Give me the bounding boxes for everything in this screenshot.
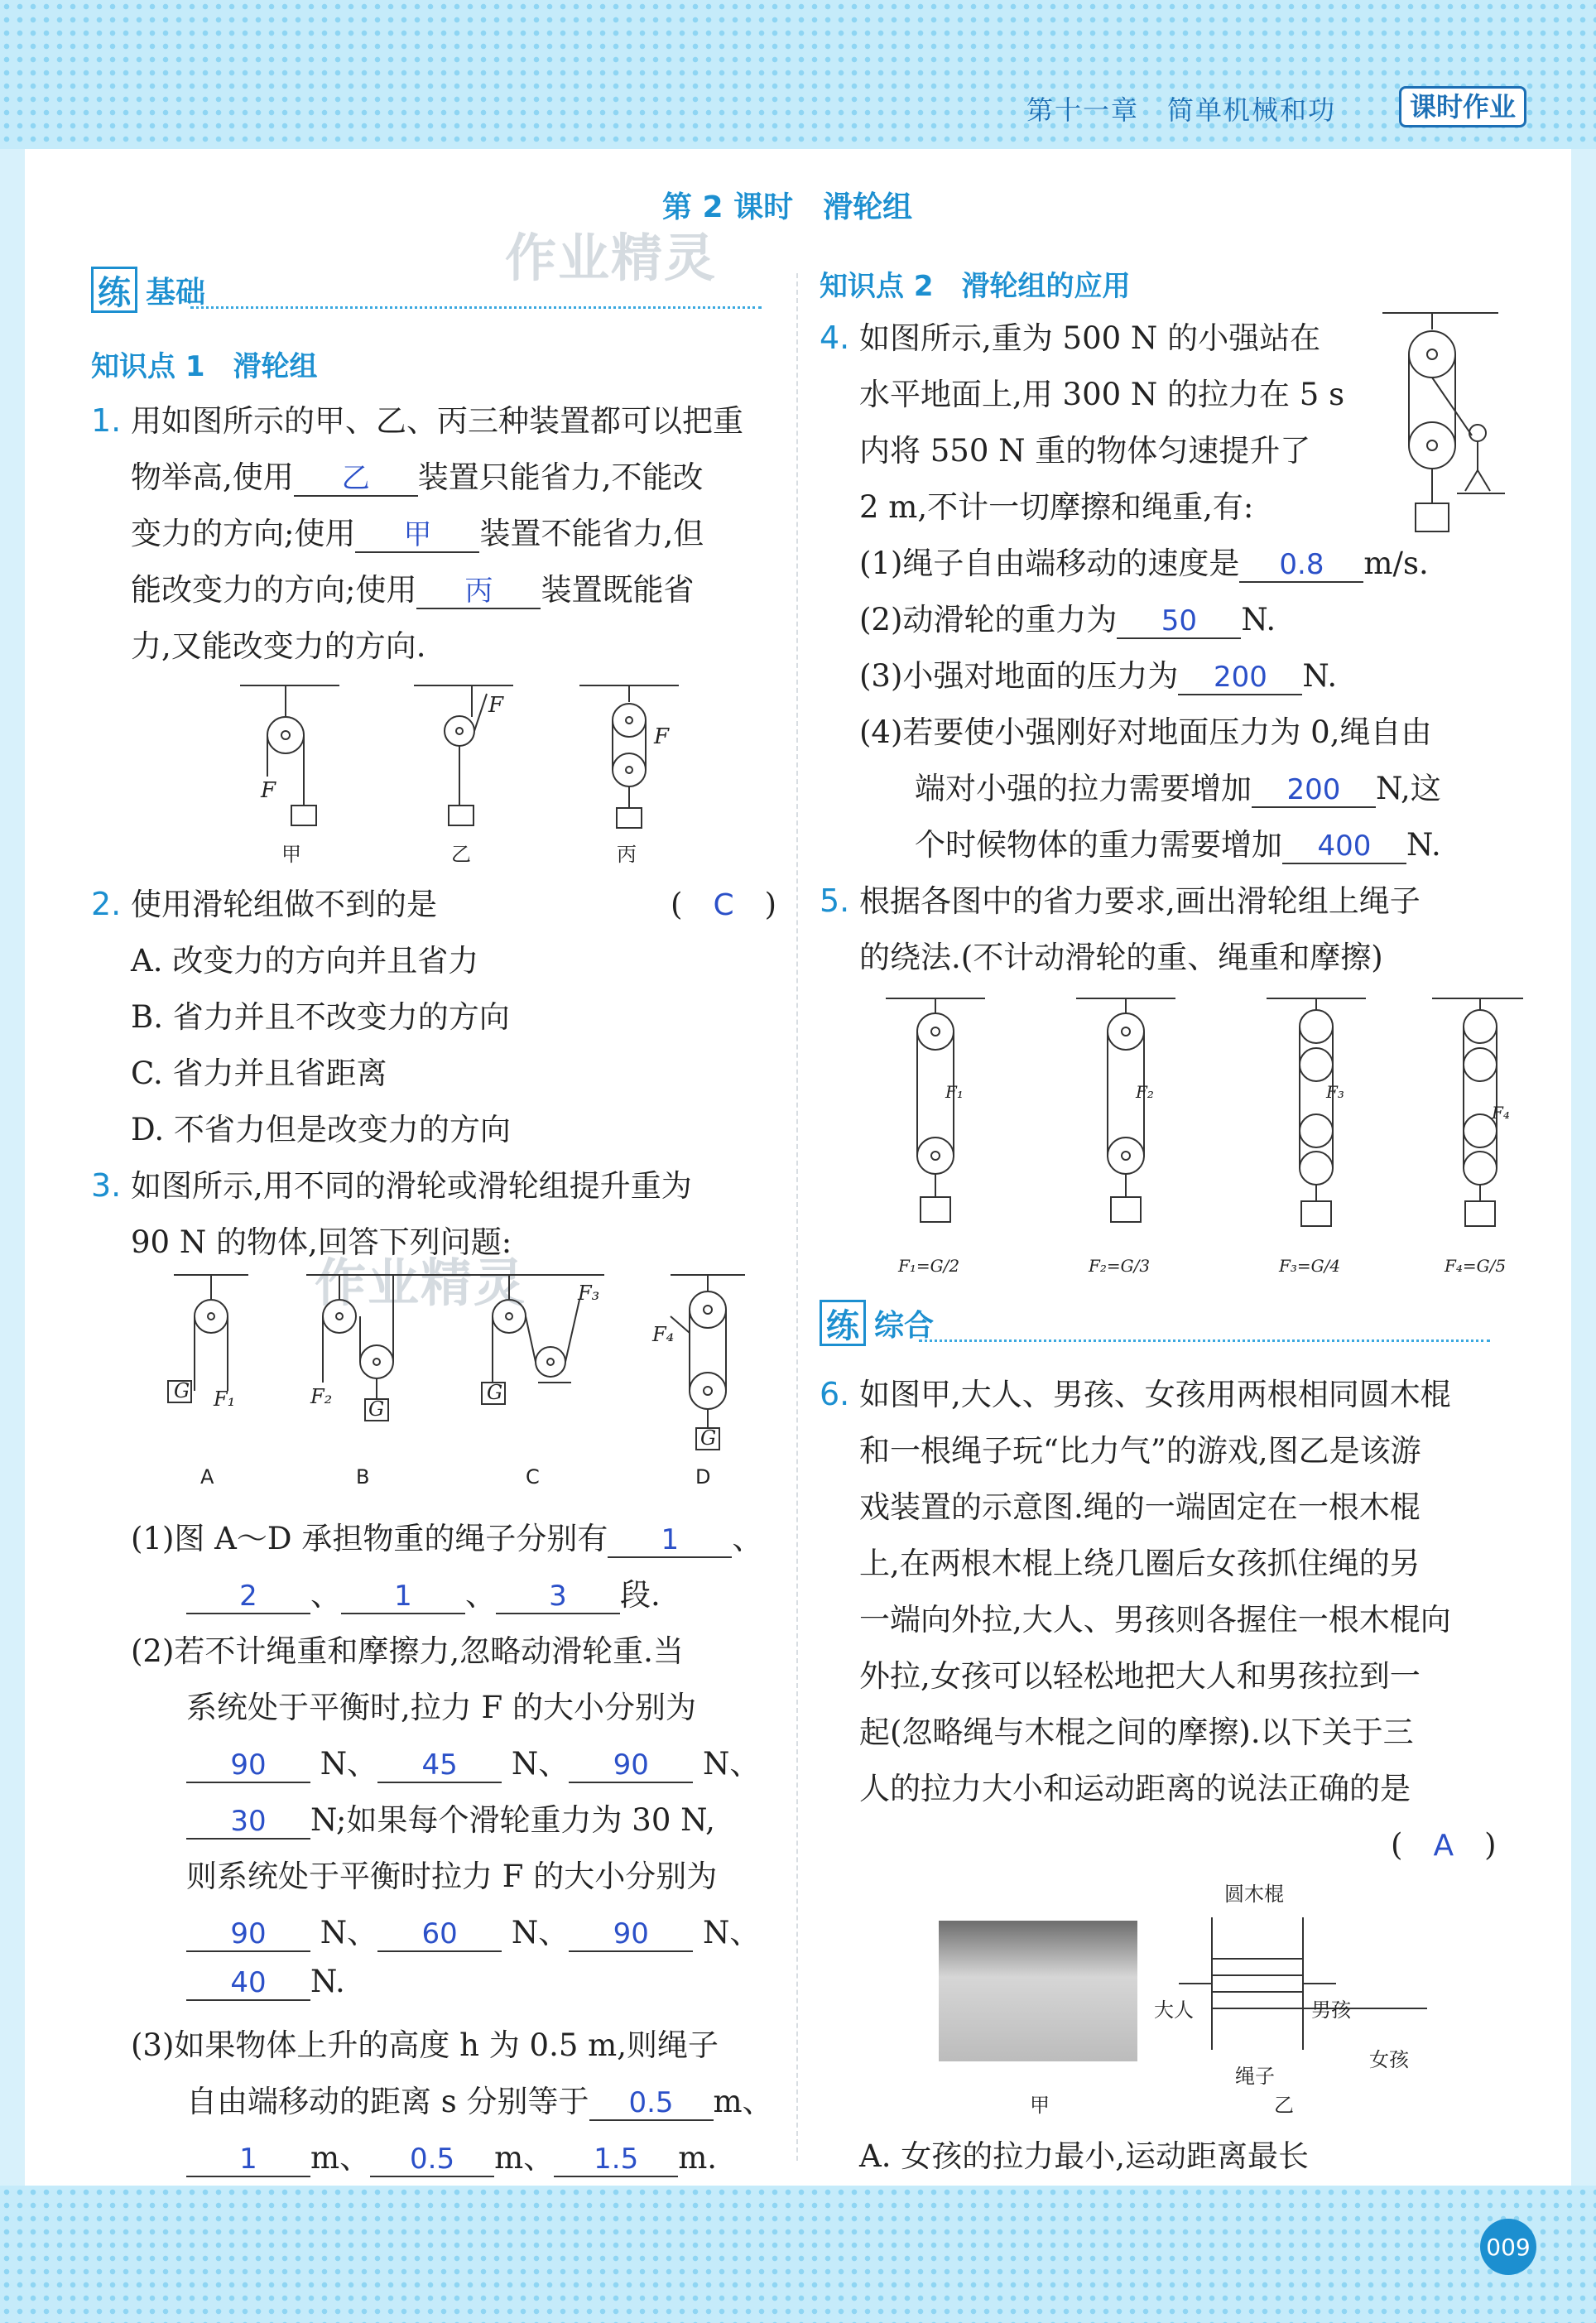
q4-blank-5[interactable]: 400: [1282, 830, 1406, 864]
watermark: 作业精灵: [315, 1253, 527, 1313]
q3-part1: (1)图 A～D 承担物重的绳子分别有 1 、: [131, 1521, 763, 1556]
q4-sub4-line3: 个时候物体的重力需要增加 400 N.: [915, 827, 1441, 863]
q3-line1: 3. 如图所示,用不同的滑轮或滑轮组提升重为: [91, 1167, 692, 1204]
q4-number: 4.: [820, 320, 850, 356]
q6-answer[interactable]: A: [1433, 1829, 1454, 1863]
practice-icon: 练: [91, 267, 137, 313]
q5-formula-4: F₄=G/5: [1445, 1256, 1507, 1276]
practice-icon: 练: [820, 1300, 866, 1346]
q1-blank-2[interactable]: 甲: [355, 518, 479, 553]
q5-formula-3: F₃=G/4: [1279, 1256, 1341, 1276]
q3-blank-7[interactable]: 90: [569, 1748, 693, 1783]
svg-text:F₄: F₄: [1492, 1103, 1510, 1123]
q3-part2-line4: 30 N;如果每个滑轮重力为 30 N,: [186, 1795, 715, 1840]
section-label: 综合: [874, 1308, 935, 1343]
q4-blank-4[interactable]: 200: [1252, 773, 1376, 808]
q3-blank-10[interactable]: 60: [377, 1917, 502, 1952]
q3-part3-line3: 1 m、 0.5 m、 1.5 m.: [186, 2133, 717, 2177]
q3-blank-8[interactable]: 30: [186, 1805, 310, 1840]
q1-line5: 力,又能改变力的方向.: [131, 628, 426, 664]
q3-blank-13[interactable]: 0.5: [589, 2086, 714, 2121]
svg-text:F: F: [488, 693, 504, 718]
watermark: 作业精灵: [505, 228, 718, 288]
fig-label-yi: 乙: [451, 843, 471, 866]
q6-answer-bracket: ( A ): [1391, 1827, 1497, 1863]
q5-number: 5.: [820, 883, 850, 919]
section-dotline: [190, 306, 762, 309]
q2-stem: 2. 使用滑轮组做不到的是: [91, 886, 438, 922]
book-logo: 课时作业: [1399, 86, 1526, 127]
section-basic: [91, 267, 205, 313]
q1-number: 1.: [91, 402, 122, 439]
q6-figure: [939, 1868, 1435, 2116]
q6-line7: 起(忽略绳与木棍之间的摩擦).以下关于三: [859, 1715, 1414, 1750]
q3-blank-14[interactable]: 1: [186, 2143, 310, 2177]
fig-label-jia: 甲: [1030, 2094, 1050, 2116]
q6-line8: 人的拉力大小和运动距离的说法正确的是: [859, 1771, 1411, 1806]
svg-text:F₁: F₁: [945, 1082, 964, 1102]
knowledge-point-1: 知识点 1 滑轮组: [91, 350, 318, 383]
q2-option-a[interactable]: A. 改变力的方向并且省力: [131, 943, 479, 979]
fig-label-bing: 丙: [617, 843, 637, 866]
q2-option-b[interactable]: B. 省力并且不改变力的方向: [131, 999, 510, 1035]
q6-line4: 上,在两根木棍上绕几圈后女孩抓住绳的另: [859, 1546, 1421, 1581]
fig-label-jia: 甲: [281, 843, 301, 866]
q3-number: 3.: [91, 1167, 122, 1204]
q4-line3: 内将 550 N 重的物体匀速提升了: [859, 433, 1311, 469]
q6-line3: 戏装置的示意图.绳的一端固定在一根木棍: [859, 1489, 1421, 1525]
svg-text:G: G: [174, 1379, 190, 1402]
q3-blank-5[interactable]: 90: [186, 1748, 310, 1783]
q4-sub2: (2)动滑轮的重力为 50 N.: [859, 602, 1276, 637]
q4-line2: 水平地面上,用 300 N 的拉力在 5 s: [859, 377, 1345, 412]
q3-blank-3[interactable]: 1: [341, 1580, 465, 1614]
svg-text:F₄: F₄: [652, 1323, 675, 1346]
q3-blank-4[interactable]: 3: [496, 1580, 620, 1614]
q3-part2-line3: 90 N、 45 N、 90 N、: [186, 1739, 760, 1783]
q3-line2: 90 N 的物体,回答下列问题:: [131, 1224, 512, 1260]
q3-part2-line6: 90 N、 60 N、 90 N、: [186, 1907, 760, 1952]
q3-part3-line1: (3)如果物体上升的高度 h 为 0.5 m,则绳子: [131, 2027, 719, 2063]
q3-part3-line2: 自由端移动的距离 s 分别等于 0.5 m、: [186, 2084, 773, 2119]
q6-line2: 和一根绳子玩“比力气”的游戏,图乙是该游: [859, 1433, 1421, 1469]
q4-blank-1[interactable]: 0.8: [1239, 548, 1363, 583]
q2-answer-bracket: ( C ): [671, 887, 777, 922]
q6-option-a[interactable]: A. 女孩的拉力最小,运动距离最长: [859, 2138, 1310, 2174]
q3-part1-cont: 2 、 1 、 3 段.: [186, 1570, 661, 1614]
svg-text:F₃: F₃: [578, 1282, 600, 1305]
q3-part2-line5: 则系统处于平衡时拉力 F 的大小分别为: [186, 1859, 718, 1894]
q1-blank-1[interactable]: 乙: [294, 462, 418, 497]
q6-line5: 一端向外拉,大人、男孩则各握住一根木棍向: [859, 1602, 1451, 1638]
q3-part2-line2: 系统处于平衡时,拉力 F 的大小分别为: [186, 1690, 696, 1725]
q4-sub4-line2: 端对小强的拉力需要增加 200 N,这: [915, 771, 1441, 806]
q1-line4: 能改变力的方向;使用 丙 装置既能省: [131, 572, 695, 608]
q4-sub1: (1)绳子自由端移动的速度是 0.8 m/s.: [859, 546, 1429, 581]
svg-text:G: G: [487, 1381, 503, 1404]
section-dotline: [919, 1339, 1490, 1342]
q2-option-d[interactable]: D. 不省力但是改变力的方向: [131, 1112, 511, 1147]
column-divider: [796, 273, 798, 2161]
q5-figure: [869, 990, 1523, 1296]
lesson-title: 第 2 课时 滑轮组: [662, 190, 913, 224]
header-pattern: [0, 0, 1596, 149]
q4-sub3: (3)小强对地面的压力为 200 N.: [859, 658, 1338, 694]
q1-line2: 物举高,使用 乙 装置只能省力,不能改: [131, 459, 704, 495]
chapter-title: 第十一章 简单机械和功: [1026, 94, 1337, 126]
q6-line1: 6. 如图甲,大人、男孩、女孩用两根相同圆木棍: [820, 1376, 1451, 1412]
svg-text:G: G: [368, 1397, 385, 1421]
q5-line1: 5. 根据各图中的省力要求,画出滑轮组上绳子: [820, 883, 1421, 919]
svg-text:F₃: F₃: [1326, 1082, 1344, 1102]
svg-text:F: F: [654, 724, 670, 749]
q2-number: 2.: [91, 886, 122, 922]
q1-line1: 1. 用如图所示的甲、乙、丙三种装置都可以把重: [91, 402, 744, 439]
q3-blank-9[interactable]: 90: [186, 1917, 310, 1952]
label-adult: 大人: [1154, 1998, 1194, 2022]
q3-blank-1[interactable]: 1: [608, 1523, 732, 1558]
q3-blank-12[interactable]: 40: [186, 1966, 310, 2001]
knowledge-point-2: 知识点 2 滑轮组的应用: [820, 270, 1131, 303]
svg-text:F: F: [261, 778, 276, 803]
svg-text:A: A: [200, 1465, 214, 1489]
q3-figure: [149, 1267, 778, 1498]
q5-formula-2: F₂=G/3: [1089, 1256, 1151, 1276]
q1-line3: 变力的方向;使用 甲 装置不能省力,但: [131, 516, 704, 551]
q1-blank-3[interactable]: 丙: [416, 575, 541, 609]
svg-text:F₂: F₂: [1136, 1082, 1154, 1102]
q4-line1: 4. 如图所示,重为 500 N 的小强站在: [820, 320, 1321, 356]
q3-part2-line1: (2)若不计绳重和摩擦力,忽略动滑轮重.当: [131, 1633, 684, 1669]
svg-text:C: C: [526, 1465, 540, 1489]
q5-formula-1: F₁=G/2: [898, 1256, 960, 1276]
q5-line2: 的绕法.(不计动滑轮的重、绳重和摩擦): [859, 940, 1383, 975]
q4-line4: 2 m,不计一切摩擦和绳重,有:: [859, 489, 1254, 525]
section-comprehensive: [820, 1300, 934, 1346]
label-boy: 男孩: [1311, 1998, 1351, 2022]
q4-blank-2[interactable]: 50: [1117, 604, 1241, 639]
svg-text:G: G: [700, 1426, 717, 1450]
fig-label-yi: 乙: [1274, 2094, 1294, 2116]
label-rope: 绳子: [1235, 2065, 1275, 2088]
svg-text:F₂: F₂: [310, 1385, 333, 1408]
q4-blank-3[interactable]: 200: [1178, 661, 1302, 695]
svg-text:F₁: F₁: [214, 1388, 236, 1411]
label-stick: 圆木棍: [1224, 1883, 1284, 1906]
q6-line6: 外拉,女孩可以轻松地把大人和男孩拉到一: [859, 1658, 1421, 1694]
q4-sub4-line1: (4)若要使小强刚好对地面压力为 0,绳自由: [859, 714, 1432, 750]
footer-pattern: [0, 2186, 1596, 2323]
q3-blank-6[interactable]: 45: [377, 1748, 502, 1783]
q2-option-c[interactable]: C. 省力并且省距离: [131, 1056, 387, 1091]
label-girl: 女孩: [1369, 2048, 1409, 2071]
q3-blank-11[interactable]: 90: [569, 1917, 693, 1952]
svg-text:B: B: [356, 1465, 370, 1489]
q3-part2-line7: 40 N.: [186, 1964, 345, 2001]
q4-figure: [1374, 305, 1507, 536]
q3-blank-15[interactable]: 0.5: [370, 2143, 494, 2177]
page-number: 009: [1480, 2219, 1536, 2275]
q2-answer[interactable]: C: [713, 888, 734, 922]
q3-blank-16[interactable]: 1.5: [554, 2143, 678, 2177]
q1-figure: [224, 677, 687, 868]
q3-blank-2[interactable]: 2: [186, 1580, 310, 1614]
section-label: 基础: [146, 275, 206, 310]
svg-text:D: D: [695, 1465, 711, 1489]
q6-number: 6.: [820, 1376, 850, 1412]
